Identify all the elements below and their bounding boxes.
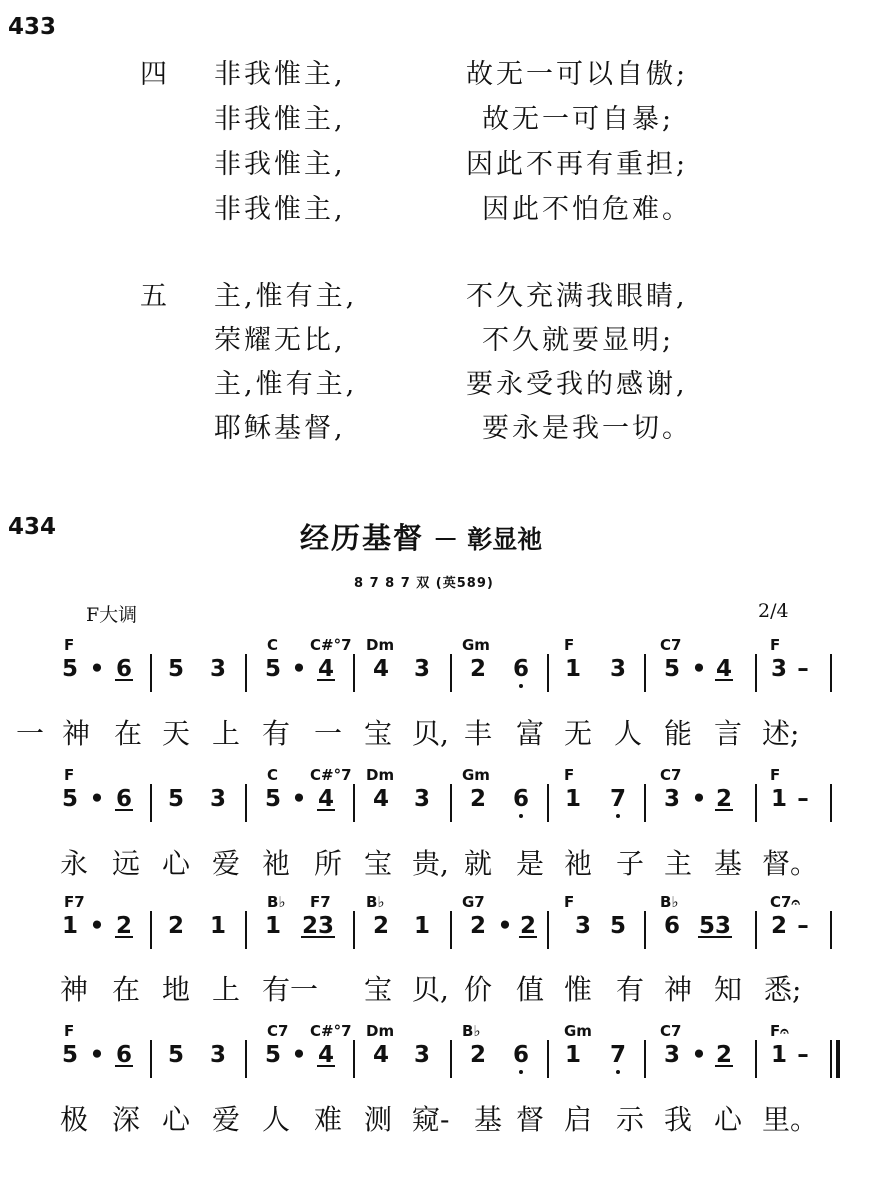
note-digit: 3 xyxy=(663,786,681,812)
lyric-char: 爱 xyxy=(212,847,241,880)
chord-symbol: F xyxy=(564,893,575,911)
barline xyxy=(755,911,757,949)
note-digit: 6 xyxy=(663,913,681,939)
lyric-char: 天 xyxy=(162,717,191,750)
verse4-line4-right: 因此不怕危难。 xyxy=(482,194,692,225)
verse5-line2-right: 不久就要显明; xyxy=(482,325,675,356)
chord-symbol: C#°7 xyxy=(310,766,352,784)
verse5-line1-right: 不久充满我眼睛, xyxy=(466,281,688,312)
note-digit: 2 xyxy=(115,913,133,939)
lyric-char: 神 xyxy=(664,973,693,1006)
verse4-line1-right: 故无一可以自傲; xyxy=(466,59,689,90)
barline xyxy=(755,1040,757,1078)
note-digit: 2 xyxy=(167,913,185,939)
lyric-char: 无 xyxy=(564,717,593,750)
note-digit: 6 xyxy=(115,786,133,812)
verse4-line3-right: 因此不再有重担; xyxy=(466,149,689,180)
note-digit: 2 xyxy=(469,1042,487,1068)
hymn-key: F大调 xyxy=(86,604,138,626)
lyric-char: 示 xyxy=(616,1103,645,1136)
chord-symbol: B♭ xyxy=(366,893,385,911)
lyric-char: 心 xyxy=(162,1103,191,1136)
note-digit: 2 xyxy=(715,786,733,812)
note-digit: 3 xyxy=(770,656,788,682)
barline xyxy=(450,654,452,692)
barline xyxy=(353,911,355,949)
dot-note: • xyxy=(291,786,307,812)
chord-symbol: F xyxy=(770,636,781,654)
barline xyxy=(644,784,646,822)
lyric-char: 地 xyxy=(162,973,191,1006)
note-digit: 5 xyxy=(61,1042,79,1068)
note-digit: 1 xyxy=(564,656,582,682)
dot-note: • xyxy=(291,656,307,682)
chord-symbol: F xyxy=(64,766,75,784)
lyric-char: 宝 xyxy=(364,717,393,750)
lyric-char: 主 xyxy=(664,847,693,880)
dot-note: • xyxy=(691,786,707,812)
note-digit: 6 xyxy=(512,1042,530,1068)
verse4-line2-right: 故无一可自暴; xyxy=(482,104,675,135)
chord-symbol: C7 xyxy=(267,1022,289,1040)
lyric-char: 上 xyxy=(212,717,241,750)
chord-symbol: C xyxy=(267,636,279,654)
note-digit: 1 xyxy=(564,1042,582,1068)
dot-note: • xyxy=(89,1042,105,1068)
final-barline-thick xyxy=(836,1040,840,1078)
note-digit: 3 xyxy=(209,656,227,682)
note-digit: 5 xyxy=(264,786,282,812)
lyric-char: 我 xyxy=(664,1103,693,1136)
barline xyxy=(547,1040,549,1078)
barline xyxy=(353,784,355,822)
barline xyxy=(450,1040,452,1078)
barline xyxy=(450,784,452,822)
barline xyxy=(830,784,832,822)
verse5-line3-right: 要永受我的感谢, xyxy=(466,369,688,400)
lyric-char: 在 xyxy=(112,973,141,1006)
hold-dash: – xyxy=(797,656,809,682)
chord-symbol: Dm xyxy=(366,1022,395,1040)
lyric-char: 心 xyxy=(162,847,191,880)
verse5-line2-left: 荣耀无比, xyxy=(214,325,346,356)
lyric-char: 有 xyxy=(262,717,291,750)
hold-dash: – xyxy=(797,1042,809,1068)
lyric-char: 里。 xyxy=(762,1103,819,1136)
note-digit: 23 xyxy=(301,913,335,939)
barline xyxy=(547,911,549,949)
lyric-char: 神 xyxy=(62,717,91,750)
note-digit: 3 xyxy=(209,1042,227,1068)
note-digit: 4 xyxy=(372,656,390,682)
note-digit: 3 xyxy=(574,913,592,939)
barline xyxy=(150,911,152,949)
chord-symbol: F𝄐 xyxy=(770,1022,789,1040)
note-digit: 6 xyxy=(115,656,133,682)
barline xyxy=(644,1040,646,1078)
note-digit: 2 xyxy=(469,913,487,939)
barline xyxy=(644,911,646,949)
verse5-line1-left: 主,惟有主, xyxy=(214,281,358,312)
verse5-line4-right: 要永是我一切。 xyxy=(482,413,692,444)
hold-dash: – xyxy=(797,786,809,812)
barline xyxy=(547,654,549,692)
note-digit: 4 xyxy=(372,1042,390,1068)
lyric-char: 贝, xyxy=(412,717,449,750)
barline xyxy=(450,911,452,949)
barline xyxy=(150,1040,152,1078)
lyric-char: 知 xyxy=(714,973,743,1006)
barline xyxy=(245,654,247,692)
note-digit: 3 xyxy=(209,786,227,812)
lyric-char: 一 xyxy=(314,717,343,750)
note-digit: 1 xyxy=(61,913,79,939)
lyric-char: 价 xyxy=(464,973,493,1006)
note-digit: 2 xyxy=(469,786,487,812)
barline xyxy=(755,784,757,822)
lyric-char: 在 xyxy=(114,717,143,750)
chord-symbol: C xyxy=(267,766,279,784)
chord-symbol: Gm xyxy=(462,636,490,654)
hold-dash: – xyxy=(797,913,809,939)
note-digit: 2 xyxy=(469,656,487,682)
chord-symbol: F xyxy=(564,636,575,654)
lyric-char: 窥- xyxy=(412,1103,450,1136)
chord-symbol: C#°7 xyxy=(310,636,352,654)
note-digit: 1 xyxy=(770,1042,788,1068)
dot-note: • xyxy=(691,656,707,682)
chord-symbol: F xyxy=(64,636,75,654)
lyric-char: 极 xyxy=(60,1103,89,1136)
note-digit: 5 xyxy=(167,786,185,812)
lyric-char: 一 xyxy=(16,717,45,750)
barline xyxy=(353,654,355,692)
note-digit: 5 xyxy=(167,1042,185,1068)
lyric-char: 督。 xyxy=(762,847,819,880)
note-digit: 3 xyxy=(413,1042,431,1068)
note-digit: 53 xyxy=(698,913,732,939)
hymn-title xyxy=(300,516,542,557)
barline xyxy=(830,911,832,949)
chord-symbol: C#°7 xyxy=(310,1022,352,1040)
verse4-line2-left: 非我惟主, xyxy=(214,104,346,135)
lyric-char: 测 xyxy=(364,1103,393,1136)
note-digit: 1 xyxy=(209,913,227,939)
note-digit: 5 xyxy=(264,1042,282,1068)
note-digit: 2 xyxy=(519,913,537,939)
verse5-line4-left: 耶稣基督, xyxy=(214,413,346,444)
note-digit: 5 xyxy=(167,656,185,682)
lyric-char: 心 xyxy=(714,1103,743,1136)
lyric-char: 永 xyxy=(60,847,89,880)
note-digit: 5 xyxy=(61,656,79,682)
note-digit: 6 xyxy=(115,1042,133,1068)
barline xyxy=(245,1040,247,1078)
note-digit: 3 xyxy=(413,656,431,682)
note-digit: 1 xyxy=(413,913,431,939)
lyric-char: 难 xyxy=(314,1103,343,1136)
lyric-char: 就 xyxy=(464,847,493,880)
note-digit: 1 xyxy=(770,786,788,812)
verse5-line3-left: 主,惟有主, xyxy=(214,369,358,400)
verse-number-5: 五 xyxy=(140,281,167,312)
lyric-char: 上 xyxy=(212,973,241,1006)
lyric-char: 宝 xyxy=(364,973,393,1006)
chord-symbol: C7 xyxy=(660,766,682,784)
chord-symbol: B♭ xyxy=(267,893,286,911)
chord-symbol: B♭ xyxy=(462,1022,481,1040)
lyric-char: 深 xyxy=(112,1103,141,1136)
note-digit: 1 xyxy=(264,913,282,939)
note-digit: 5 xyxy=(264,656,282,682)
barline xyxy=(245,784,247,822)
dot-note: • xyxy=(497,913,513,939)
hymn-number-434: 434 xyxy=(8,514,57,540)
note-digit: 5 xyxy=(61,786,79,812)
final-barline xyxy=(830,1040,832,1078)
lyric-char: 子 xyxy=(616,847,645,880)
note-digit: 3 xyxy=(413,786,431,812)
hymn-time-signature: 2/4 xyxy=(758,600,789,622)
note-digit: 2 xyxy=(770,913,788,939)
lyric-char: 富 xyxy=(516,717,545,750)
dot-note: • xyxy=(89,913,105,939)
barline xyxy=(150,784,152,822)
note-digit: 4 xyxy=(317,1042,335,1068)
note-digit: 5 xyxy=(663,656,681,682)
barline xyxy=(644,654,646,692)
lyric-char: 督 xyxy=(516,1103,545,1136)
barline xyxy=(547,784,549,822)
chord-symbol: Dm xyxy=(366,766,395,784)
verse-number-4: 四 xyxy=(140,59,167,90)
chord-symbol: Dm xyxy=(366,636,395,654)
dot-note: • xyxy=(691,1042,707,1068)
note-digit: 4 xyxy=(317,786,335,812)
chord-symbol: G7 xyxy=(462,893,485,911)
note-digit: 7 xyxy=(609,786,627,812)
lyric-char: 丰 xyxy=(464,717,493,750)
chord-symbol: Gm xyxy=(564,1022,592,1040)
lyric-char: 有 xyxy=(616,973,645,1006)
chord-symbol: C7𝄐 xyxy=(770,893,800,911)
lyric-char: 贝, xyxy=(412,973,449,1006)
lyric-char: 述; xyxy=(762,717,800,750)
barline xyxy=(150,654,152,692)
note-digit: 4 xyxy=(715,656,733,682)
chord-symbol: F xyxy=(770,766,781,784)
lyric-char: 有一 xyxy=(262,973,319,1006)
lyric-char: 言 xyxy=(714,717,743,750)
chord-symbol: Gm xyxy=(462,766,490,784)
lyric-char: 启 xyxy=(564,1103,593,1136)
barline xyxy=(830,654,832,692)
dot-note: • xyxy=(89,656,105,682)
chord-symbol: F xyxy=(64,1022,75,1040)
chord-symbol: F7 xyxy=(310,893,331,911)
lyric-char: 人 xyxy=(614,717,643,750)
verse4-line4-left: 非我惟主, xyxy=(214,194,346,225)
chord-symbol: C7 xyxy=(660,636,682,654)
lyric-char: 能 xyxy=(664,717,693,750)
note-digit: 3 xyxy=(663,1042,681,1068)
dot-note: • xyxy=(291,1042,307,1068)
chord-symbol: B♭ xyxy=(660,893,679,911)
lyric-char: 神 xyxy=(60,973,89,1006)
note-digit: 5 xyxy=(609,913,627,939)
verse4-line1-left: 非我惟主, xyxy=(214,59,346,90)
lyric-char: 所 xyxy=(314,847,343,880)
lyric-char: 值 xyxy=(516,973,545,1006)
lyric-char: 宝 xyxy=(364,847,393,880)
lyric-char: 是 xyxy=(516,847,545,880)
lyric-char: 人 xyxy=(262,1103,291,1136)
verse4-line3-left: 非我惟主, xyxy=(214,149,346,180)
chord-symbol: C7 xyxy=(660,1022,682,1040)
lyric-char: 祂 xyxy=(262,847,291,880)
chord-symbol: F xyxy=(564,766,575,784)
note-digit: 2 xyxy=(715,1042,733,1068)
chord-symbol: F7 xyxy=(64,893,85,911)
lyric-char: 惟 xyxy=(564,973,593,1006)
lyric-char: 基 xyxy=(714,847,743,880)
note-digit: 2 xyxy=(372,913,390,939)
lyric-char: 基 xyxy=(474,1103,503,1136)
note-digit: 1 xyxy=(564,786,582,812)
lyric-char: 远 xyxy=(112,847,141,880)
hymn-title-sub: 彰显祂 xyxy=(467,525,543,554)
lyric-char: 祂 xyxy=(564,847,593,880)
note-digit: 6 xyxy=(512,786,530,812)
barline xyxy=(245,911,247,949)
lyric-char: 贵, xyxy=(412,847,449,880)
note-digit: 3 xyxy=(609,656,627,682)
barline xyxy=(755,654,757,692)
dot-note: • xyxy=(89,786,105,812)
hymn-number-433: 433 xyxy=(8,14,57,40)
barline xyxy=(353,1040,355,1078)
note-digit: 6 xyxy=(512,656,530,682)
hymn-title-dash: － xyxy=(433,525,459,554)
hymn-title-main: 经历基督 xyxy=(300,521,425,555)
note-digit: 7 xyxy=(609,1042,627,1068)
hymn-meter: 8 7 8 7 双 (英589) xyxy=(354,576,494,591)
lyric-char: 悉; xyxy=(764,973,802,1006)
lyric-char: 爱 xyxy=(212,1103,241,1136)
note-digit: 4 xyxy=(372,786,390,812)
note-digit: 4 xyxy=(317,656,335,682)
